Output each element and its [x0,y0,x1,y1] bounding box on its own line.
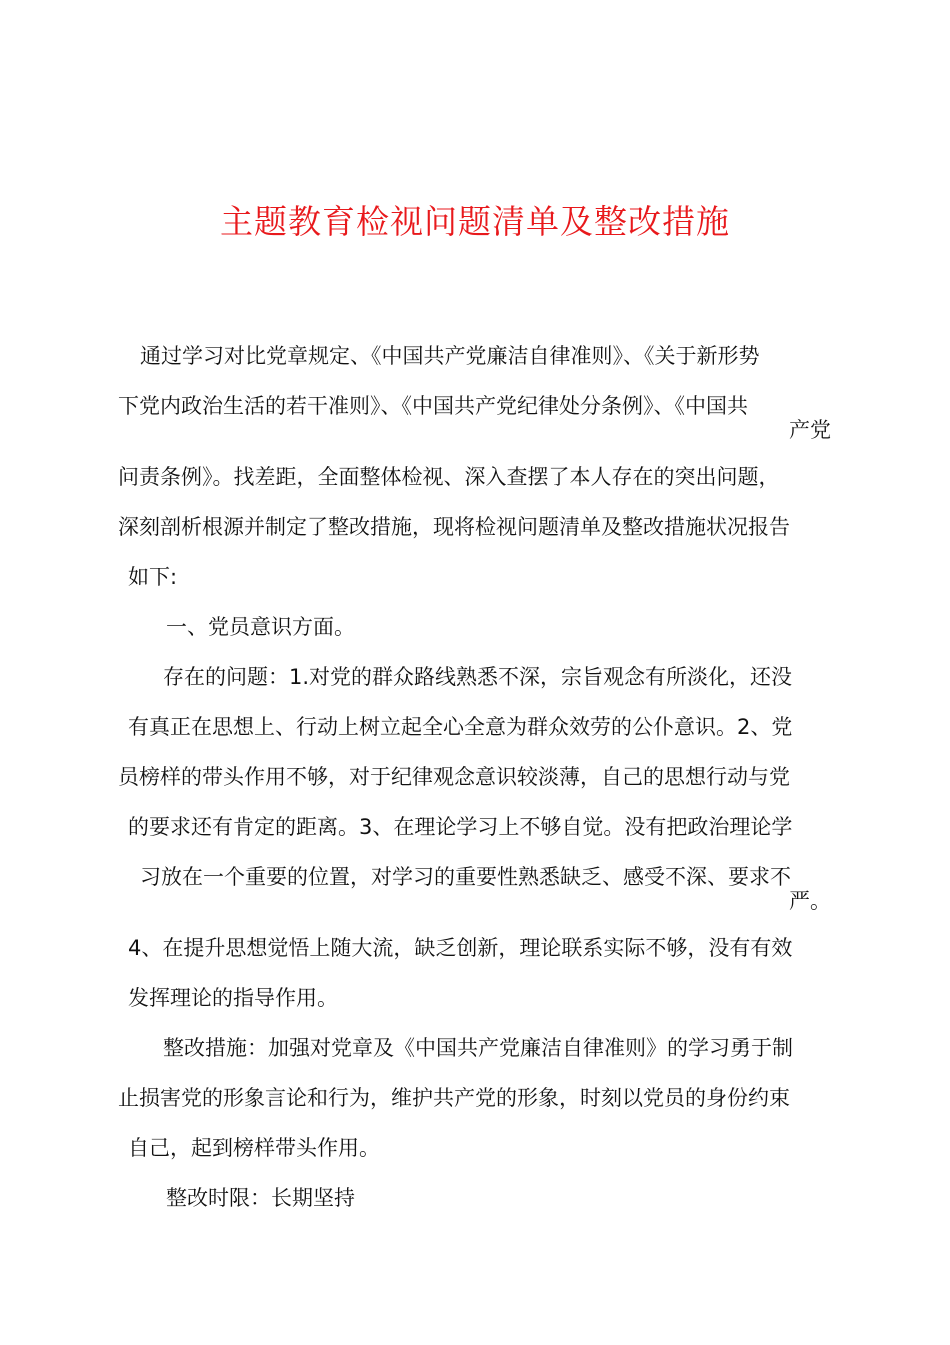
problems-line-5: 习放在一个重要的位置，对学习的重要性熟悉缺乏、感受不深、要求不 [140,865,791,889]
intro-line-3: 问责条例》。找差距，全面整体检视、深入查摆了本人存在的突出问题， [118,465,780,489]
problems-line-1: 存在的问题：1.对党的群众路线熟悉不深，宗旨观念有所淡化，还没 [163,665,793,689]
measures-line-2: 止损害党的形象言论和行为，维护共产党的形象，时刻以党员的身份约束 [118,1086,790,1110]
deadline-line: 整改时限：长期坚持 [166,1186,355,1210]
problems-line-6: 4、在提升思想觉悟上随大流，缺乏创新，理论联系实际不够，没有有效 [128,936,793,960]
problems-line-2: 有真正在思想上、行动上树立起全心全意为群众效劳的公仆意识。2、党 [128,715,793,739]
section-heading: 一、党员意识方面。 [166,615,355,639]
measures-line-1: 整改措施：加强对党章及《中国共产党廉洁自律准则》的学习勇于制 [163,1036,793,1060]
problems-line-3: 员榜样的带头作用不够，对于纪律观念意识较淡薄，自己的思想行动与党 [118,765,790,789]
problems-line-4: 的要求还有肯定的距离。3、在理论学习上不够自觉。没有把政治理论学 [128,815,793,839]
intro-line-4: 深刻剖析根源并制定了整改措施，现将检视问题清单及整改措施状况报告 [118,515,790,539]
document-title: 主题教育检视问题清单及整改措施 [220,202,730,241]
intro-line-2-wrap: 产党 [789,418,831,442]
measures-line-3: 自己，起到榜样带头作用。 [128,1136,380,1160]
intro-line-5: 如下: [128,565,178,589]
problems-line-5-wrap: 严。 [789,889,831,913]
intro-line-1: 通过学习对比党章规定、《中国共产党廉洁自律准则》、《关于新形势 [140,344,760,368]
problems-line-7: 发挥理论的指导作用。 [128,986,338,1010]
intro-line-2: 下党内政治生活的若干准则》、《中国共产党纪律处分条例》、《中国共 [118,394,748,418]
